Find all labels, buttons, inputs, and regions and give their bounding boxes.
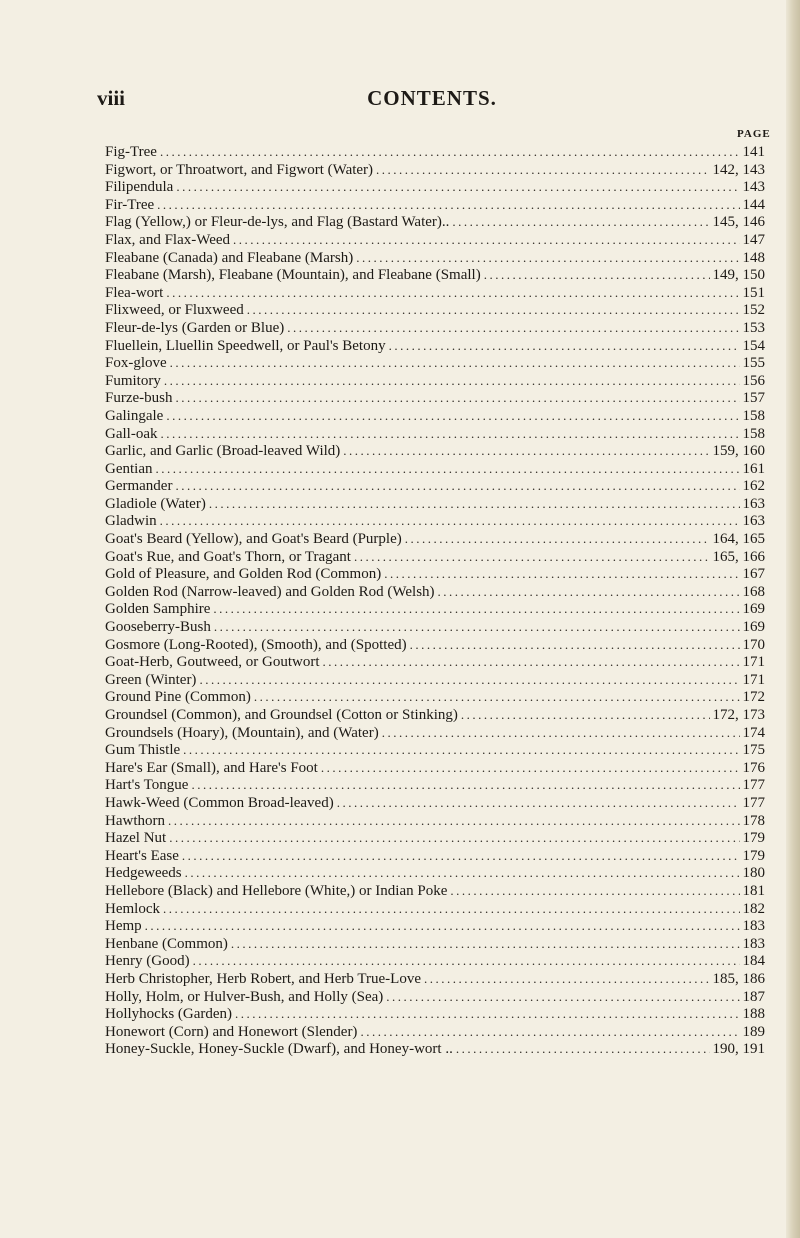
entry-page-numbers: 185, 186 bbox=[712, 970, 765, 987]
entry-label: Garlic, and Garlic (Broad-leaved Wild) bbox=[105, 443, 341, 460]
entry-label: Galingale bbox=[105, 407, 164, 424]
dot-leader bbox=[231, 935, 740, 953]
contents-entry bbox=[105, 337, 765, 355]
entry-label: Flixweed, or Fluxweed bbox=[105, 302, 244, 319]
dot-leader bbox=[168, 812, 740, 830]
entry-page-numbers: 176 bbox=[742, 759, 765, 776]
dot-leader bbox=[176, 178, 739, 196]
entry-label: Hare's Ear (Small), and Hare's Foot bbox=[105, 759, 318, 776]
entry-label: Green (Winter) bbox=[105, 671, 197, 688]
entry-label: Gentian bbox=[105, 460, 153, 477]
entry-page-numbers: 179 bbox=[742, 847, 765, 864]
entry-page-numbers: 183 bbox=[742, 935, 765, 952]
dot-leader bbox=[452, 213, 709, 231]
entry-page-numbers: 165, 166 bbox=[712, 548, 765, 565]
contents-entry bbox=[105, 917, 765, 935]
page-edge bbox=[786, 0, 800, 1238]
contents-entry bbox=[105, 442, 765, 460]
dot-leader bbox=[450, 882, 739, 900]
contents-entry bbox=[105, 477, 765, 495]
entry-page-numbers: 149, 150 bbox=[712, 267, 765, 284]
contents-entry bbox=[105, 1023, 765, 1041]
entry-page-numbers: 170 bbox=[742, 636, 765, 653]
entry-label: Gooseberry-Bush bbox=[105, 619, 211, 636]
dot-leader bbox=[166, 407, 739, 425]
contents-entry bbox=[105, 460, 765, 478]
entry-label: Furze-bush bbox=[105, 390, 173, 407]
entry-page-numbers: 180 bbox=[742, 865, 765, 882]
entry-page-numbers: 163 bbox=[742, 513, 765, 530]
entry-page-numbers: 182 bbox=[742, 900, 765, 917]
page-number: viii bbox=[97, 86, 126, 110]
dot-leader bbox=[235, 1005, 739, 1023]
entry-label: Hazel Nut bbox=[105, 830, 167, 847]
entry-label: Fumitory bbox=[105, 372, 161, 389]
contents-entry bbox=[105, 706, 765, 724]
dot-leader bbox=[214, 618, 740, 636]
entry-page-numbers: 148 bbox=[742, 249, 765, 266]
entry-label: Hedgeweeds bbox=[105, 865, 182, 882]
entry-page-numbers: 169 bbox=[742, 601, 765, 618]
dot-leader bbox=[405, 530, 710, 548]
dot-leader bbox=[354, 548, 710, 566]
dot-leader bbox=[185, 864, 740, 882]
dot-leader bbox=[382, 724, 740, 742]
entry-label: Goat's Rue, and Goat's Thorn, or Tragant bbox=[105, 548, 351, 565]
dot-leader bbox=[438, 583, 740, 601]
contents-entry bbox=[105, 512, 765, 530]
contents-entry bbox=[105, 882, 765, 900]
entry-label: Herb Christopher, Herb Robert, and Herb True-Love bbox=[105, 970, 421, 987]
contents-entry bbox=[105, 407, 765, 425]
dot-leader bbox=[323, 653, 740, 671]
dot-leader bbox=[160, 512, 740, 530]
dot-leader bbox=[386, 988, 739, 1006]
contents-entry bbox=[105, 952, 765, 970]
entry-label: Figwort, or Throatwort, and Figwort (Water) bbox=[105, 161, 374, 178]
entry-page-numbers: 153 bbox=[742, 319, 765, 336]
contents-entry bbox=[105, 319, 765, 337]
dot-leader bbox=[233, 231, 739, 249]
entry-page-numbers: 167 bbox=[742, 566, 765, 583]
contents-entry bbox=[105, 653, 765, 671]
entry-page-numbers: 163 bbox=[742, 495, 765, 512]
entry-page-numbers: 183 bbox=[742, 918, 765, 935]
entry-label: Gall-oak bbox=[105, 425, 158, 442]
entry-label: Fluellein, Lluellin Speedwell, or Paul's Betony bbox=[105, 337, 386, 354]
entry-page-numbers: 175 bbox=[742, 742, 765, 759]
entry-page-numbers: 172 bbox=[742, 689, 765, 706]
contents-entry bbox=[105, 213, 765, 231]
entry-label: Golden Rod (Narrow-leaved) and Golden Rod (Welsh) bbox=[105, 583, 435, 600]
contents-entry bbox=[105, 266, 765, 284]
entry-label: Holly, Holm, or Hulver-Bush, and Holly (Sea) bbox=[105, 988, 384, 1005]
entry-label: Fleabane (Marsh), Fleabane (Mountain), and Fleabane (Small) bbox=[105, 267, 481, 284]
dot-leader bbox=[424, 970, 710, 988]
contents-entry bbox=[105, 671, 765, 689]
contents-entry bbox=[105, 935, 765, 953]
entry-label: Gum Thistle bbox=[105, 742, 181, 759]
entry-page-numbers: 190, 191 bbox=[712, 1041, 765, 1058]
entry-label: Henbane (Common) bbox=[105, 935, 228, 952]
entry-page-numbers: 162 bbox=[742, 478, 765, 495]
contents-entry bbox=[105, 636, 765, 654]
contents-entry bbox=[105, 829, 765, 847]
entry-page-numbers: 155 bbox=[742, 355, 765, 372]
contents-entry bbox=[105, 425, 765, 443]
dot-leader bbox=[163, 900, 740, 918]
entry-page-numbers: 151 bbox=[742, 284, 765, 301]
entry-page-numbers: 181 bbox=[742, 882, 765, 899]
dot-leader bbox=[175, 477, 739, 495]
entry-page-numbers: 171 bbox=[742, 671, 765, 688]
entry-label: Hemlock bbox=[105, 900, 160, 917]
page-column-heading: PAGE bbox=[737, 128, 771, 140]
contents-list bbox=[105, 143, 765, 1058]
entry-label: Goat-Herb, Goutweed, or Goutwort bbox=[105, 654, 320, 671]
entry-label: Henry (Good) bbox=[105, 953, 190, 970]
contents-entry bbox=[105, 1005, 765, 1023]
entry-page-numbers: 143 bbox=[742, 179, 765, 196]
entry-label: Hollyhocks (Garden) bbox=[105, 1006, 233, 1023]
entry-label: Fleur-de-lys (Garden or Blue) bbox=[105, 319, 285, 336]
entry-page-numbers: 147 bbox=[742, 231, 765, 248]
dot-leader bbox=[193, 952, 740, 970]
entry-page-numbers: 177 bbox=[742, 777, 765, 794]
entry-label: Hawthorn bbox=[105, 812, 165, 829]
contents-entry bbox=[105, 389, 765, 407]
contents-entry bbox=[105, 618, 765, 636]
entry-page-numbers: 187 bbox=[742, 988, 765, 1005]
dot-leader bbox=[199, 671, 739, 689]
dot-leader bbox=[191, 776, 739, 794]
entry-page-numbers: 145, 146 bbox=[712, 214, 765, 231]
dot-leader bbox=[155, 460, 739, 478]
contents-entry bbox=[105, 794, 765, 812]
contents-entry bbox=[105, 970, 765, 988]
entry-page-numbers: 157 bbox=[742, 390, 765, 407]
entry-page-numbers: 179 bbox=[742, 830, 765, 847]
entry-page-numbers: 141 bbox=[742, 144, 765, 160]
entry-page-numbers: 172, 173 bbox=[712, 707, 765, 723]
entry-page-numbers: 178 bbox=[742, 812, 765, 829]
entry-page-numbers: 154 bbox=[742, 337, 765, 354]
entry-label: Flax, and Flax-Weed bbox=[105, 231, 231, 248]
entry-label: Groundsel (Common), and Groundsel (Cotton or Stinking) bbox=[105, 707, 458, 723]
entry-page-numbers: 168 bbox=[742, 583, 765, 600]
entry-page-numbers: 156 bbox=[742, 372, 765, 389]
entry-page-numbers: 159, 160 bbox=[712, 443, 765, 460]
dot-leader bbox=[356, 249, 739, 267]
contents-entry bbox=[105, 284, 765, 302]
entry-label: Goat's Beard (Yellow), and Goat's Beard (Purple) bbox=[105, 531, 402, 548]
contents-entry bbox=[105, 178, 765, 196]
contents-entry bbox=[105, 741, 765, 759]
entry-label: Germander bbox=[105, 478, 173, 495]
dot-leader bbox=[145, 917, 740, 935]
entry-label: Fir-Tree bbox=[105, 196, 155, 213]
entry-label: Filipendula bbox=[105, 179, 174, 196]
contents-entry bbox=[105, 196, 765, 214]
entry-page-numbers: 184 bbox=[742, 953, 765, 970]
entry-label: Fleabane (Canada) and Fleabane (Marsh) bbox=[105, 249, 354, 266]
entry-label: Flag (Yellow,) or Fleur-de-lys, and Flag (Bastard Water).. bbox=[105, 214, 450, 231]
entry-page-numbers: 174 bbox=[742, 724, 765, 741]
contents-entry bbox=[105, 688, 765, 706]
entry-label: Heart's Ease bbox=[105, 847, 179, 864]
dot-leader bbox=[484, 266, 710, 284]
entry-page-numbers: 164, 165 bbox=[712, 531, 765, 548]
dot-leader bbox=[164, 372, 740, 390]
entry-page-numbers: 158 bbox=[742, 425, 765, 442]
dot-leader bbox=[170, 354, 740, 372]
entry-page-numbers: 188 bbox=[742, 1006, 765, 1023]
dot-leader bbox=[360, 1023, 739, 1041]
dot-leader bbox=[376, 161, 709, 179]
entry-label: Hellebore (Black) and Hellebore (White,) or Indian Poke bbox=[105, 882, 448, 899]
dot-leader bbox=[410, 636, 740, 654]
entry-page-numbers: 152 bbox=[742, 302, 765, 319]
entry-label: Gladiole (Water) bbox=[105, 495, 206, 512]
contents-entry bbox=[105, 231, 765, 249]
entry-page-numbers: 158 bbox=[742, 407, 765, 424]
contents-entry bbox=[105, 776, 765, 794]
entry-label: Gladwin bbox=[105, 513, 157, 530]
entry-label: Ground Pine (Common) bbox=[105, 689, 251, 706]
contents-entry bbox=[105, 548, 765, 566]
entry-page-numbers: 161 bbox=[742, 460, 765, 477]
dot-leader bbox=[183, 741, 739, 759]
dot-leader bbox=[182, 847, 740, 865]
contents-entry bbox=[105, 530, 765, 548]
entry-label: Hemp bbox=[105, 918, 142, 935]
entry-page-numbers: 144 bbox=[742, 196, 765, 213]
contents-entry bbox=[105, 372, 765, 390]
entry-page-numbers: 189 bbox=[742, 1023, 765, 1040]
contents-entry bbox=[105, 301, 765, 319]
dot-leader bbox=[209, 495, 740, 513]
dot-leader bbox=[160, 143, 740, 161]
dot-leader bbox=[343, 442, 709, 460]
dot-leader bbox=[337, 794, 740, 812]
dot-leader bbox=[254, 688, 740, 706]
entry-label: Groundsels (Hoary), (Mountain), and (Water) bbox=[105, 724, 379, 741]
entry-page-numbers: 171 bbox=[742, 654, 765, 671]
contents-entry bbox=[105, 988, 765, 1006]
contents-entry bbox=[105, 759, 765, 777]
entry-label: Honey-Suckle, Honey-Suckle (Dwarf), and Honey-wort .. bbox=[105, 1041, 453, 1058]
dot-leader bbox=[176, 389, 740, 407]
dot-leader bbox=[321, 759, 740, 777]
entry-label: Gosmore (Long-Rooted), (Smooth), and (Spotted) bbox=[105, 636, 407, 653]
entry-label: Gold of Pleasure, and Golden Rod (Common) bbox=[105, 566, 382, 583]
contents-entry bbox=[105, 161, 765, 179]
contents-entry bbox=[105, 864, 765, 882]
entry-label: Hawk-Weed (Common Broad-leaved) bbox=[105, 794, 334, 811]
entry-page-numbers: 177 bbox=[742, 794, 765, 811]
contents-entry bbox=[105, 724, 765, 742]
dot-leader bbox=[287, 319, 739, 337]
dot-leader bbox=[157, 196, 739, 214]
entry-label: Honewort (Corn) and Honewort (Slender) bbox=[105, 1023, 358, 1040]
dot-leader bbox=[166, 284, 739, 302]
entry-page-numbers: 169 bbox=[742, 619, 765, 636]
contents-entry bbox=[105, 600, 765, 618]
entry-label: Flea-wort bbox=[105, 284, 164, 301]
dot-leader bbox=[461, 706, 710, 724]
entry-label: Fox-glove bbox=[105, 355, 167, 372]
contents-entry bbox=[105, 495, 765, 513]
entry-page-numbers: 142, 143 bbox=[712, 161, 765, 178]
dot-leader bbox=[456, 1040, 710, 1058]
contents-entry bbox=[105, 565, 765, 583]
contents-entry bbox=[105, 847, 765, 865]
contents-entry bbox=[105, 583, 765, 601]
entry-label: Fig-Tree bbox=[105, 144, 157, 160]
dot-leader bbox=[213, 600, 739, 618]
dot-leader bbox=[389, 337, 740, 355]
contents-entry bbox=[105, 143, 765, 161]
entry-label: Golden Samphire bbox=[105, 601, 211, 618]
dot-leader bbox=[160, 425, 739, 443]
dot-leader bbox=[169, 829, 739, 847]
contents-entry bbox=[105, 812, 765, 830]
contents-entry bbox=[105, 900, 765, 918]
contents-entry bbox=[105, 1040, 765, 1058]
contents-entry bbox=[105, 354, 765, 372]
page-header bbox=[97, 86, 767, 116]
dot-leader bbox=[384, 565, 739, 583]
page-title: CONTENTS. bbox=[367, 86, 497, 110]
dot-leader bbox=[247, 301, 740, 319]
entry-label: Hart's Tongue bbox=[105, 777, 189, 794]
contents-entry bbox=[105, 249, 765, 267]
